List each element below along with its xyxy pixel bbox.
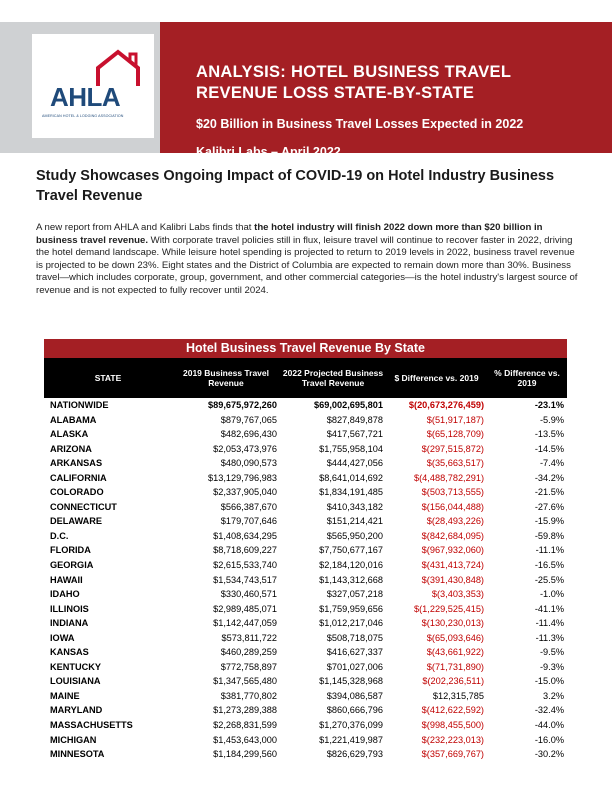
table-row	[44, 456, 567, 471]
title-line-2: REVENUE LOSS STATE-BY-STATE	[196, 84, 475, 102]
dollar-diff-cell: $(391,430,848)	[421, 574, 484, 585]
intro-paragraph	[36, 222, 584, 298]
report-subtitle: $20 Billion in Business Travel Losses Expected in 2022	[196, 117, 524, 131]
state-cell: NATIONWIDE	[50, 400, 109, 410]
revenue-2019-cell: $772,758,897	[220, 661, 277, 672]
percent-diff-cell: -32.4%	[534, 705, 564, 716]
revenue-2019-cell: $1,534,743,517	[213, 574, 277, 585]
table-row	[44, 427, 567, 442]
table-row	[44, 514, 567, 529]
percent-diff-cell: -11.4%	[535, 618, 564, 629]
revenue-2019-cell: $482,696,430	[220, 429, 277, 440]
state-cell: ALABAMA	[50, 414, 97, 425]
state-cell: ALASKA	[50, 429, 89, 440]
revenue-2022-cell: $860,666,796	[326, 705, 383, 716]
percent-diff-cell: -7.4%	[539, 458, 564, 469]
dollar-diff-cell: $12,315,785	[432, 690, 484, 701]
revenue-2019-cell: $1,453,643,000	[213, 734, 277, 745]
revenue-2022-cell: $416,627,337	[326, 647, 383, 658]
dollar-diff-cell: $(297,515,872)	[421, 443, 484, 454]
dollar-diff-cell: $(28,493,226)	[426, 516, 484, 527]
header-2022-revenue: 2022 Projected Business Travel Revenue	[282, 367, 384, 388]
logo-subtext: AMERICAN HOTEL & LODGING ASSOCIATION	[42, 114, 124, 118]
state-cell: MICHIGAN	[50, 734, 97, 745]
revenue-2022-cell: $508,718,075	[326, 632, 383, 643]
dollar-diff-cell: $(51,917,187)	[426, 414, 484, 425]
table-header	[44, 358, 567, 398]
revenue-2022-cell: $1,759,959,656	[319, 603, 383, 614]
revenue-2022-cell: $1,143,312,668	[319, 574, 383, 585]
revenue-2022-cell: $8,641,014,692	[319, 472, 383, 483]
revenue-2022-cell: $2,184,120,016	[319, 560, 383, 571]
state-cell: IDAHO	[50, 589, 80, 600]
percent-diff-cell: -34.2%	[534, 472, 564, 483]
dollar-diff-cell: $(65,093,646)	[426, 632, 484, 643]
table-row	[44, 645, 567, 660]
ahla-logo	[32, 34, 154, 138]
revenue-2022-cell: $1,834,191,485	[319, 487, 383, 498]
revenue-2022-cell: $1,145,328,968	[319, 676, 383, 687]
percent-diff-cell: -1.0%	[539, 589, 564, 600]
revenue-2022-cell: $417,567,721	[326, 429, 383, 440]
intro-text-1: A new report from AHLA and Kalibri Labs finds that	[36, 222, 255, 233]
revenue-2019-cell: $1,347,565,480	[213, 676, 277, 687]
article-headline: Study Showcases Ongoing Impact of COVID-19 on Hotel Industry Business Travel Revenue	[36, 168, 555, 204]
table-row	[44, 529, 567, 544]
table-row	[44, 689, 567, 704]
dollar-diff-cell: $(130,230,013)	[421, 618, 484, 629]
table-row	[44, 587, 567, 602]
state-cell: HAWAII	[50, 574, 83, 585]
dollar-diff-cell: $(3,403,353)	[431, 589, 484, 600]
state-cell: CONNECTICUT	[50, 501, 117, 512]
percent-diff-cell: -15.0%	[534, 676, 564, 687]
revenue-2019-cell: $573,811,722	[221, 632, 277, 643]
table-row	[44, 733, 567, 748]
revenue-2022-cell: $701,027,006	[326, 661, 383, 672]
header-dollar-difference: $ Difference vs. 2019	[394, 372, 479, 383]
dollar-diff-cell: $(412,622,592)	[421, 705, 484, 716]
header-banner	[0, 22, 612, 159]
revenue-2022-cell: $565,950,200	[326, 530, 383, 541]
revenue-2022-cell: $1,012,217,046	[319, 618, 383, 629]
table-row	[44, 718, 567, 733]
percent-diff-cell: -14.5%	[534, 443, 564, 454]
state-cell: INDIANA	[50, 618, 89, 629]
state-cell: GEORGIA	[50, 560, 94, 571]
revenue-2022-cell: $327,057,218	[326, 589, 383, 600]
revenue-2019-cell: $1,184,299,560	[213, 749, 277, 760]
dollar-diff-cell: $(65,128,709)	[426, 429, 484, 440]
state-cell: ARIZONA	[50, 443, 92, 454]
revenue-2019-cell: $1,273,289,388	[213, 705, 277, 716]
revenue-2019-cell: $566,387,670	[220, 501, 277, 512]
percent-diff-cell: -16.5%	[534, 560, 564, 571]
table-row	[44, 747, 567, 762]
state-cell: FLORIDA	[50, 545, 91, 556]
state-cell: KENTUCKY	[50, 661, 102, 672]
dollar-diff-cell: $(842,684,095)	[421, 530, 484, 541]
state-cell: KANSAS	[50, 647, 89, 658]
revenue-2019-cell: $460,289,259	[220, 647, 277, 658]
revenue-2019-cell: $179,707,646	[220, 516, 277, 527]
revenue-2022-cell: $69,002,695,801	[314, 400, 383, 410]
table-body	[44, 398, 567, 762]
dollar-diff-cell: $(357,669,767)	[421, 749, 484, 760]
logo-text: AHLA	[50, 82, 121, 112]
revenue-2019-cell: $89,675,972,260	[208, 400, 277, 410]
percent-diff-cell: -21.5%	[534, 487, 564, 498]
state-cell: ARKANSAS	[50, 458, 103, 469]
dollar-diff-cell: $(967,932,060)	[421, 545, 484, 556]
percent-diff-cell: -16.0%	[534, 734, 564, 745]
percent-diff-cell: -23.1%	[534, 400, 564, 410]
dollar-diff-cell: $(4,488,782,291)	[414, 472, 484, 483]
dollar-diff-cell: $(43,661,922)	[426, 647, 484, 658]
table-row	[44, 543, 567, 558]
revenue-2022-cell: $151,214,421	[326, 516, 383, 527]
dollar-diff-cell: $(71,731,890)	[426, 661, 484, 672]
state-cell: COLORADO	[50, 487, 104, 498]
intro-text-2: With corporate travel policies still in flux, leisure travel will continue to recover faster in 2022, driving the hotel demand landscape. While leisure hotel spending is projected to return to 2019 levels in 2022, business travel revenue is projected to be down 23%. Eight states and the District of Columbia are expected to remain down more than 30%. Business travel—which includes corporate, group, government, and other commercial categories—is the hotel industry's largest source of revenue and is not expected to fully recover until 2024.	[36, 234, 578, 296]
revenue-2022-cell: $1,221,419,987	[319, 734, 383, 745]
header-state: STATE	[94, 372, 122, 383]
table-row	[44, 602, 567, 617]
percent-diff-cell: -25.5%	[534, 574, 564, 585]
revenue-2019-cell: $13,129,796,983	[208, 472, 277, 483]
revenue-2022-cell: $444,427,056	[326, 458, 383, 469]
percent-diff-cell: -11.3%	[535, 632, 564, 643]
table-row	[44, 616, 567, 631]
report-title	[196, 62, 596, 104]
table-row-nationwide	[44, 398, 567, 413]
state-cell: D.C.	[50, 530, 69, 541]
table-row	[44, 413, 567, 428]
percent-diff-cell: -11.1%	[535, 545, 564, 556]
percent-diff-cell: -44.0%	[534, 720, 564, 731]
percent-diff-cell: 3.2%	[543, 690, 564, 701]
table-row	[44, 660, 567, 675]
percent-diff-cell: -59.8%	[534, 530, 564, 541]
dollar-diff-cell: $(998,455,500)	[421, 720, 484, 731]
revenue-2022-cell: $7,750,677,167	[319, 545, 383, 556]
revenue-2022-cell: $826,629,793	[326, 749, 383, 760]
percent-diff-cell: -5.9%	[539, 414, 564, 425]
state-cell: MINNESOTA	[50, 749, 105, 760]
state-cell: LOUISIANA	[50, 676, 101, 687]
header-percent-difference: % Difference vs. 2019	[494, 367, 560, 388]
dollar-diff-cell: $(431,413,724)	[421, 560, 484, 571]
state-cell: MAINE	[50, 690, 80, 701]
dollar-diff-cell: $(232,223,013)	[421, 734, 484, 745]
state-cell: DELAWARE	[50, 516, 103, 527]
revenue-2022-cell: $1,755,958,104	[319, 443, 383, 454]
table-row	[44, 442, 567, 457]
revenue-table	[44, 339, 567, 762]
revenue-2022-cell: $394,086,587	[326, 690, 383, 701]
table-row	[44, 703, 567, 718]
revenue-2019-cell: $2,337,905,040	[213, 487, 277, 498]
revenue-2022-cell: $1,270,376,099	[319, 720, 383, 731]
intro-bold-text: the hotel industry will finish 2022 down more than $20 billion in business travel revenue.	[36, 222, 543, 246]
table-row	[44, 558, 567, 573]
table-row	[44, 485, 567, 500]
revenue-2019-cell: $2,989,485,071	[213, 603, 277, 614]
table-row	[44, 573, 567, 588]
state-cell: MASSACHUSETTS	[50, 720, 133, 731]
state-cell: IOWA	[50, 632, 75, 643]
revenue-2019-cell: $480,090,573	[220, 458, 277, 469]
table-row	[44, 500, 567, 515]
percent-diff-cell: -9.3%	[539, 661, 564, 672]
report-byline: Kalibri Labs – April 2022	[196, 145, 341, 159]
state-cell: CALIFORNIA	[50, 472, 107, 483]
revenue-2019-cell: $381,770,802	[220, 690, 277, 701]
percent-diff-cell: -15.9%	[534, 516, 564, 527]
revenue-2019-cell: $8,718,609,227	[213, 545, 277, 556]
revenue-2019-cell: $2,268,831,599	[213, 720, 277, 731]
table-row	[44, 631, 567, 646]
percent-diff-cell: -13.5%	[534, 429, 564, 440]
revenue-2019-cell: $879,767,065	[220, 414, 277, 425]
revenue-2022-cell: $827,849,878	[326, 414, 383, 425]
dollar-diff-cell: $(503,713,555)	[421, 487, 484, 498]
dollar-diff-cell: $(20,673,276,459)	[408, 400, 484, 410]
revenue-2019-cell: $1,142,447,059	[213, 618, 277, 629]
revenue-2022-cell: $410,343,182	[326, 501, 383, 512]
dollar-diff-cell: $(156,044,488)	[421, 501, 484, 512]
revenue-2019-cell: $2,053,473,976	[213, 443, 277, 454]
table-title: Hotel Business Travel Revenue By State	[44, 339, 567, 358]
logo-panel	[0, 22, 160, 153]
revenue-2019-cell: $1,408,634,295	[213, 530, 277, 541]
state-cell: ILLINOIS	[50, 603, 89, 614]
revenue-2019-cell: $330,460,571	[220, 589, 277, 600]
dollar-diff-cell: $(35,663,517)	[426, 458, 484, 469]
percent-diff-cell: -27.6%	[534, 501, 564, 512]
dollar-diff-cell: $(1,229,525,415)	[414, 603, 484, 614]
percent-diff-cell: -9.5%	[539, 647, 564, 658]
table-row	[44, 471, 567, 486]
percent-diff-cell: -30.2%	[534, 749, 564, 760]
revenue-2019-cell: $2,615,533,740	[213, 560, 277, 571]
title-line-1: ANALYSIS: HOTEL BUSINESS TRAVEL	[196, 63, 512, 81]
header-2019-revenue: 2019 Business Travel Revenue	[182, 367, 269, 388]
percent-diff-cell: -41.1%	[534, 603, 564, 614]
state-cell: MARYLAND	[50, 705, 103, 716]
dollar-diff-cell: $(202,236,511)	[422, 676, 484, 687]
table-row	[44, 674, 567, 689]
